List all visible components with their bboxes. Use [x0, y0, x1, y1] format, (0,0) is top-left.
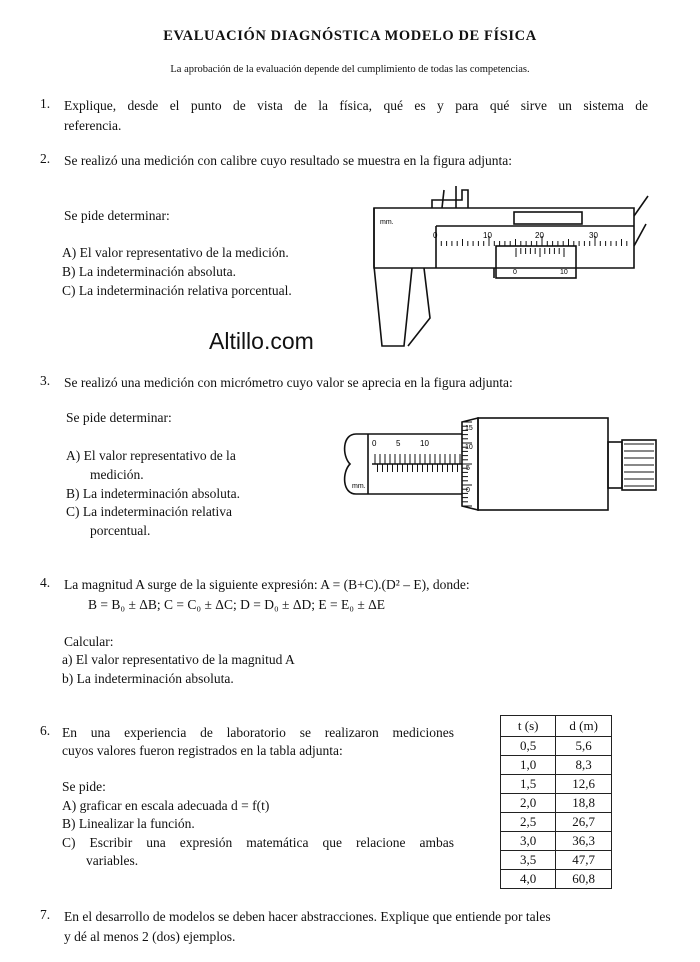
table-cell-t: 3,0: [501, 832, 556, 851]
question-6-item-b: B) Linealizar la función.: [62, 816, 195, 831]
micrometer-unit-label: mm.: [352, 483, 366, 490]
table-cell-t: 4,0: [501, 870, 556, 889]
micrometer-sleeve-label-0: 0: [372, 439, 377, 448]
question-2-text: Se realizó una medición con calibre cuyo resultado se muestra en la figura adjunta:: [64, 153, 512, 168]
watermark: Altillo.com: [209, 328, 314, 354]
caliper-scale-label-0: 0: [433, 231, 438, 240]
table-cell-d: 47,7: [556, 851, 612, 870]
micrometer-sleeve-label-10: 10: [420, 439, 429, 448]
micrometer-thimble-label-15: 15: [465, 425, 473, 432]
question-2-item-c: C) La indeterminación relativa porcentual.: [62, 283, 292, 298]
table-cell-t: 1,5: [501, 775, 556, 794]
micrometer-figure: [338, 416, 668, 516]
table-cell-d: 12,6: [556, 775, 612, 794]
question-7-line-1: En el desarrollo de modelos se deben hacer abstracciones. Explique que entiende por tales: [64, 909, 551, 924]
page-title: EVALUACIÓN DIAGNÓSTICA MODELO DE FÍSICA: [163, 28, 537, 44]
table-row: [501, 813, 612, 832]
table-cell-t: 2,0: [501, 794, 556, 813]
table-cell-d: 60,8: [556, 870, 612, 889]
table-cell-t: 1,0: [501, 756, 556, 775]
question-4-line-1: La magnitud A surge de la siguiente expresión: A = (B+C).(D² – E), donde:: [64, 577, 470, 592]
micrometer-sleeve-label-5: 5: [396, 439, 401, 448]
question-2-item-a: A) El valor representativo de la medición.: [62, 245, 289, 260]
question-1-number: 1.: [40, 96, 51, 111]
table-header-row: [501, 716, 612, 737]
question-6-item-c-cont: variables.: [86, 853, 139, 868]
question-3-item-a-cont: medición.: [90, 467, 144, 482]
caliper-scale-label-30: 30: [589, 231, 598, 240]
table-cell-d: 26,7: [556, 813, 612, 832]
question-3-item-b: B) La indeterminación absoluta.: [66, 486, 240, 501]
question-6-prompt: Se pide:: [62, 779, 106, 794]
question-6-item-c: C) Escribir una expresión matemática que relacione ambas: [62, 835, 454, 850]
question-2-number: 2.: [40, 151, 51, 166]
measurement-table: [500, 715, 612, 889]
table-header-t: t (s): [501, 716, 556, 737]
question-7-line-2: y dé al menos 2 (dos) ejemplos.: [64, 929, 236, 944]
question-1-line-1: Explique, desde el punto de vista de la física, qué es y para qué sirve un sistema de: [64, 98, 648, 113]
question-2-item-b: B) La indeterminación absoluta.: [62, 264, 236, 279]
page-subtitle: La aprobación de la evaluación depende del cumplimiento de todas las competencias.: [170, 64, 530, 75]
question-4-prompt: Calcular:: [64, 634, 114, 649]
table-row: [501, 832, 612, 851]
micrometer-thimble-label-10: 10: [465, 444, 473, 451]
caliper-vernier-label-10: 10: [560, 269, 568, 276]
caliper-figure: [364, 186, 654, 348]
table-cell-d: 18,8: [556, 794, 612, 813]
question-1-line-2: referencia.: [64, 118, 122, 133]
question-3-item-c-cont: porcentual.: [90, 523, 151, 538]
caliper-vernier-label-0: 0: [513, 269, 517, 276]
question-6-line-2: cuyos valores fueron registrados en la tabla adjunta:: [62, 743, 343, 758]
micrometer-thimble-label-0: 0: [466, 487, 470, 494]
question-4-item-b: b) La indeterminación absoluta.: [62, 671, 234, 686]
question-3-item-a: A) El valor representativo de la: [66, 448, 236, 463]
question-2-prompt: Se pide determinar:: [64, 208, 170, 223]
question-4-line-2: B = B₀ ± ΔB; C = C₀ ± ΔC; D = D₀ ± ΔD; E = E₀ ± ΔE: [88, 597, 386, 612]
question-3-text: Se realizó una medición con micrómetro cuyo valor se aprecia en la figura adjunta:: [64, 375, 513, 390]
table-row: [501, 775, 612, 794]
caliper-unit-label: mm.: [380, 219, 394, 226]
question-4-item-a: a) El valor representativo de la magnitud A: [62, 652, 295, 667]
question-7-number: 7.: [40, 907, 51, 922]
table-row: [501, 851, 612, 870]
question-3-number: 3.: [40, 373, 51, 388]
question-3-prompt: Se pide determinar:: [66, 410, 172, 425]
caliper-scale-label-10: 10: [483, 231, 492, 240]
table-cell-t: 0,5: [501, 737, 556, 756]
question-6-item-a: A) graficar en escala adecuada d = f(t): [62, 798, 270, 813]
question-4-number: 4.: [40, 575, 51, 590]
table-cell-d: 5,6: [556, 737, 612, 756]
caliper-scale-label-20: 20: [535, 231, 544, 240]
table-row: [501, 737, 612, 756]
table-header-d: d (m): [556, 716, 612, 737]
table-cell-d: 36,3: [556, 832, 612, 851]
question-6-number: 6.: [40, 723, 51, 738]
table-cell-d: 8,3: [556, 756, 612, 775]
table-row: [501, 870, 612, 889]
table-row: [501, 794, 612, 813]
table-cell-t: 2,5: [501, 813, 556, 832]
question-3-item-c: C) La indeterminación relativa: [66, 504, 233, 519]
question-6-line-1: En una experiencia de laboratorio se realizaron mediciones: [62, 725, 454, 740]
table-cell-t: 3,5: [501, 851, 556, 870]
table-row: [501, 756, 612, 775]
micrometer-thimble-label-5: 5: [466, 465, 470, 472]
